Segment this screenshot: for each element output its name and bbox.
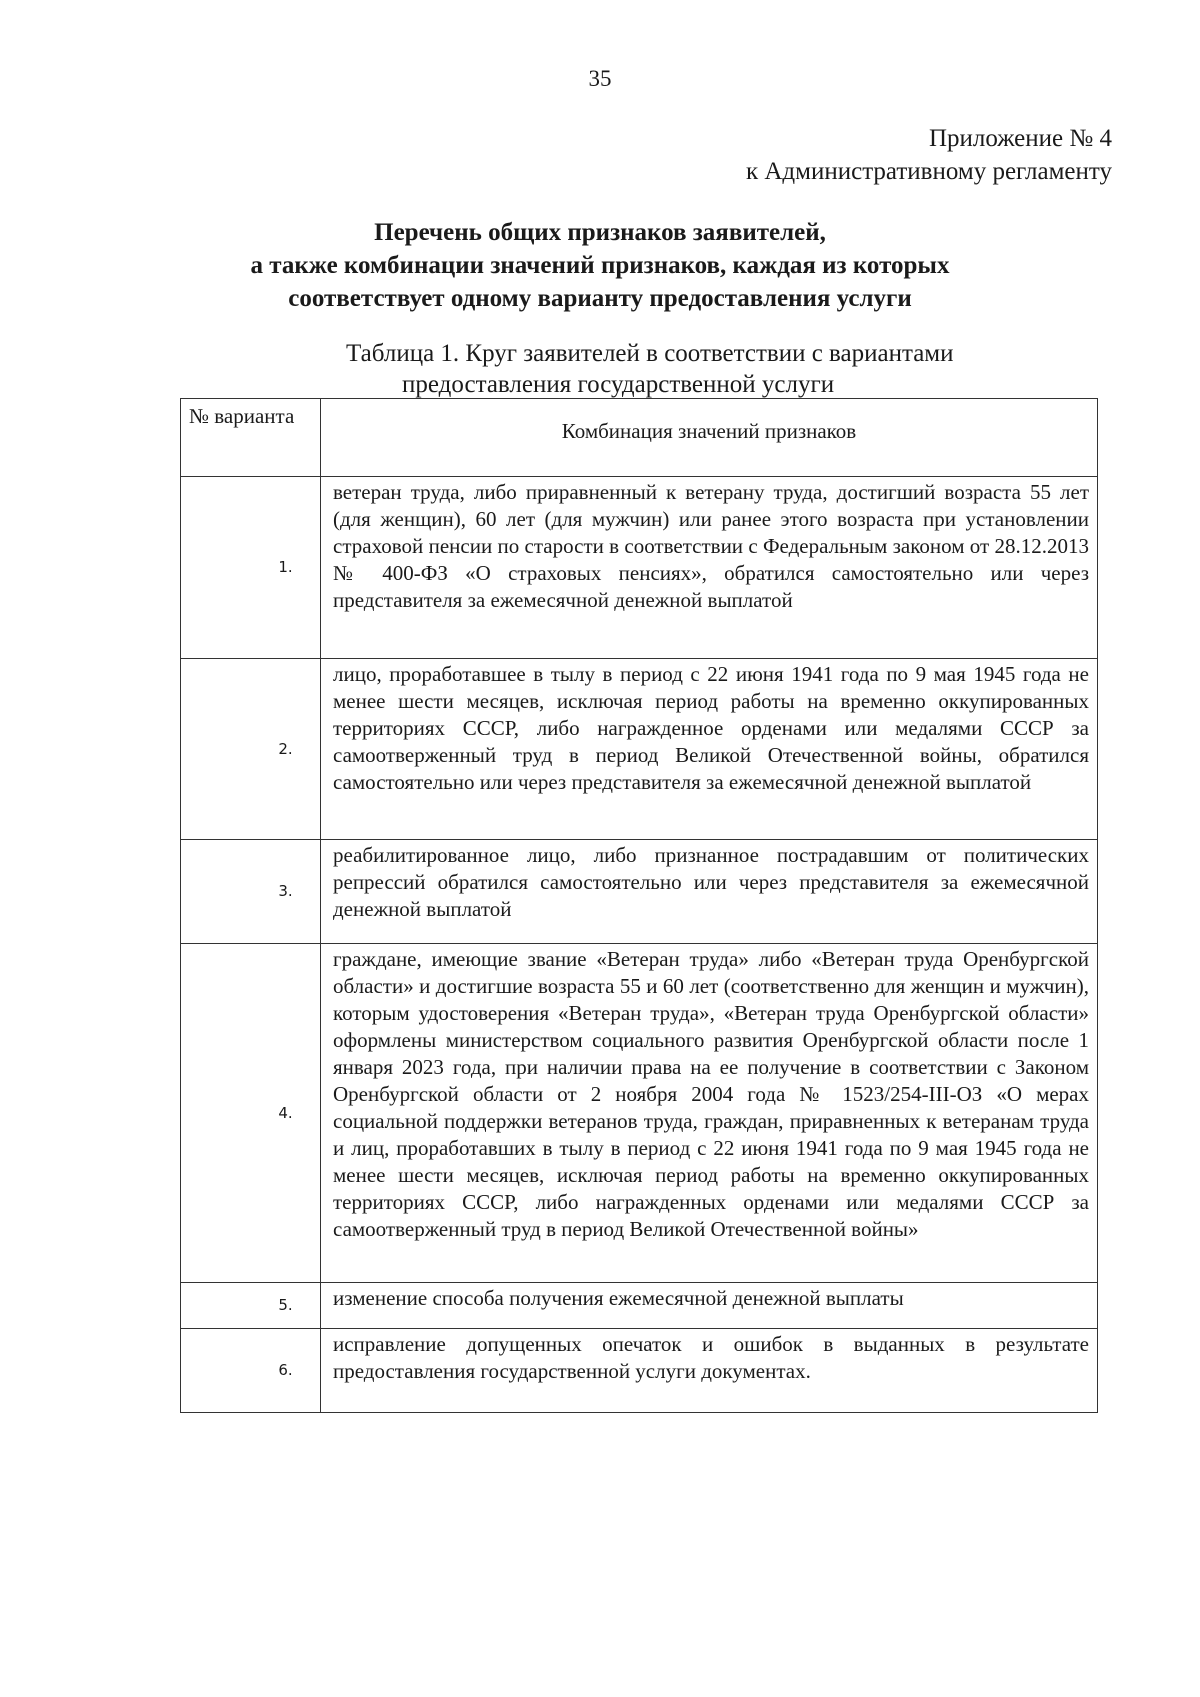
applicants-table (180, 398, 1098, 1413)
title-line-3: соответствует одному варианту предоставления услуги (288, 285, 912, 312)
row-variant-number: 2. (181, 659, 321, 840)
row-variant-number: 6. (181, 1329, 321, 1413)
table-caption-line-1: Таблица 1. Круг заявителей в соответствии с вариантами (346, 340, 954, 367)
row-variant-number: 1. (181, 477, 321, 659)
page-number: 35 (588, 66, 612, 91)
row-combination-text: исправление допущенных опечаток и ошибок в выданных в результате предоставления государственной услуги документах. (321, 1329, 1098, 1413)
header-combination: Комбинация значений признаков (321, 399, 1098, 477)
table-header-row (181, 399, 1098, 477)
row-variant-number: 4. (181, 944, 321, 1283)
table-row (181, 1283, 1098, 1329)
table-row (181, 477, 1098, 659)
table-row (181, 1329, 1098, 1413)
row-combination-text: реабилитированное лицо, либо признанное пострадавшим от политических репрессий обратился самостоятельно или через представителя за ежемесячной денежной выплатой (321, 840, 1098, 944)
document-title (0, 216, 1200, 315)
title-line-2: а также комбинации значений признаков, каждая из которых (250, 252, 950, 279)
row-combination-text: ветеран труда, либо приравненный к ветерану труда, достигший возраста 55 лет (для женщин), 60 лет (для мужчин) или ранее этого возраста при установлении страховой пенсии по старости в соответствии с Федеральным законом от 28.12.2013 № 400-ФЗ «О страховых пенсиях», обратился самостоятельно или через представителя за ежемесячной денежной выплатой (321, 477, 1098, 659)
header-variant-number: № варианта (181, 399, 321, 477)
table-caption (0, 338, 1200, 400)
annex-number: Приложение № 4 (928, 125, 1112, 152)
row-combination-text: граждане, имеющие звание «Ветеран труда» либо «Ветеран труда Оренбургской области» и достигшие возраста 55 и 60 лет (соответственно для женщин и мужчин), которым удостоверения «Ветеран труда», «Ветеран труда Оренбургской области» оформлены министерством социального развития Оренбургской области после 1 января 2023 года, при наличии права на ее получение в соответствии с Законом Оренбургской области от 2 ноября 2004 года № 1523/254-III-ОЗ «О мерах социальной поддержки ветеранов труда, граждан, приравненных к ветеранам труда и лиц, проработавших в тылу в период с 22 июня 1941 года по 9 мая 1945 года не менее шести месяцев, исключая период работы на временно оккупированных территориях СССР, либо награжденных орденами или медалями СССР за самоотверженный труд в период Великой Отечественной войны» (321, 944, 1098, 1283)
table-row (181, 659, 1098, 840)
row-combination-text: изменение способа получения ежемесячной денежной выплаты (321, 1283, 1098, 1329)
row-combination-text: лицо, проработавшее в тылу в период с 22 июня 1941 года по 9 мая 1945 года не менее шести месяцев, исключая период работы на временно оккупированных территориях СССР, либо награжденное орденами или медалями СССР за самоотверженный труд в период Великой Отечественной войны, обратился самостоятельно или через представителя за ежемесячной денежной выплатой (321, 659, 1098, 840)
table-row (181, 944, 1098, 1283)
annex-regulation: к Административному регламенту (745, 158, 1112, 185)
annex-reference (746, 122, 1112, 188)
title-line-1: Перечень общих признаков заявителей, (374, 219, 826, 246)
table-row (181, 840, 1098, 944)
table-caption-line-2: предоставления государственной услуги (402, 371, 835, 398)
row-variant-number: 3. (181, 840, 321, 944)
row-variant-number: 5. (181, 1283, 321, 1329)
